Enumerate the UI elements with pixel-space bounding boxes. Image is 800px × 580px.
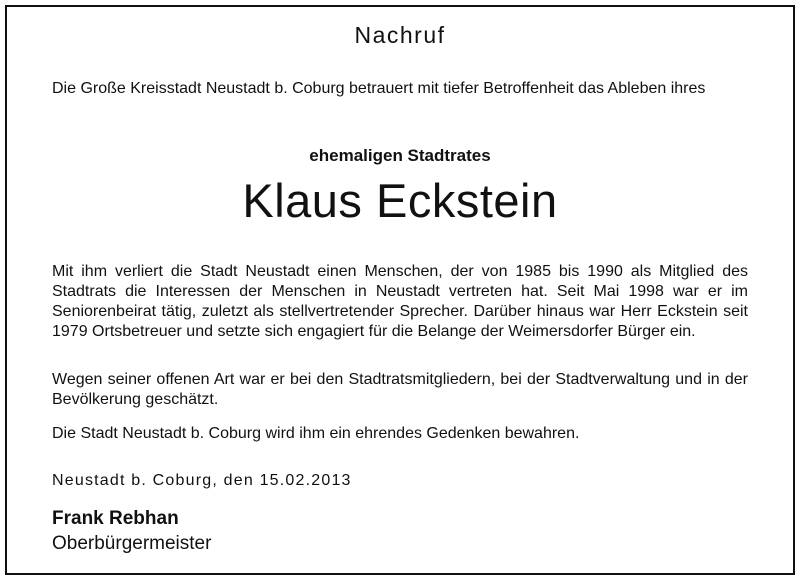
notice-heading: Nachruf: [354, 22, 446, 48]
intro-text: Die Große Kreisstadt Neustadt b. Coburg betrauert mit tiefer Betroffenheit das Ableben ihres: [52, 80, 706, 97]
body-paragraph-2: Wegen seiner offenen Art war er bei den Stadtratsmitgliedern, bei der Stadtverwaltung und in der Bevölkerung geschätzt.: [52, 371, 748, 408]
place-and-date: Neustadt b. Coburg, den 15.02.2013: [52, 472, 352, 489]
signer-title: Oberbürgermeister: [52, 533, 212, 554]
deceased-name: Klaus Eckstein: [242, 174, 558, 227]
body-paragraph-1: Mit ihm verliert die Stadt Neustadt einen Menschen, der von 1985 bis 1990 als Mitglied des Stadtrats die Interessen der Menschen in Neustadt vertreten hat. Seit Mai 1998 war er im Seniorenbeirat tätig, zuletzt als stellvertretender Sprecher. Darüber hinaus war Herr Eckstein seit 1979 Ortsbetreuer und setzte sich engagiert für die Belange der Weimersdorfer Bürger ein.: [52, 263, 748, 340]
deceased-role: ehemaligen Stadtrates: [309, 146, 491, 165]
body-paragraph-3: Die Stadt Neustadt b. Coburg wird ihm ein ehrendes Gedenken bewahren.: [52, 425, 580, 442]
signer-name: Frank Rebhan: [52, 508, 179, 529]
